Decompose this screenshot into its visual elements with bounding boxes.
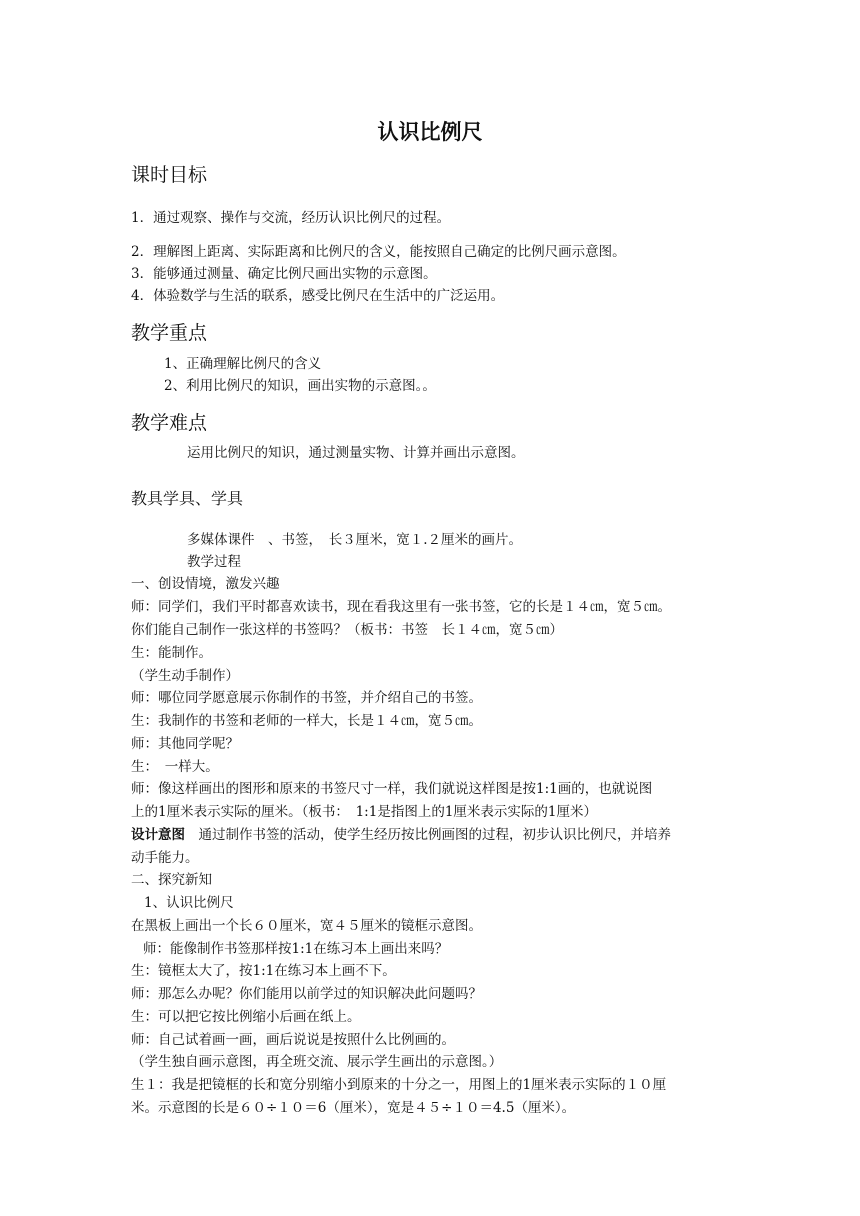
body-line: 师：像这样画出的图形和原来的书签尺寸一样，我们就说这样图是按1:1画的，也就说图 [131, 781, 653, 797]
body-line: 师：哪位同学愿意展示你制作的书签，并介绍自己的书签。 [131, 690, 482, 706]
body-line: 你们能自己制作一张这样的书签吗？（板书：书签 长１４㎝，宽５㎝） [131, 622, 563, 638]
objective-2 [131, 242, 626, 262]
objectives-heading: 课时目标 [131, 164, 208, 186]
process-heading: 教学过程 [187, 554, 241, 570]
body-line: 师：其他同学呢？ [131, 736, 239, 752]
document-title: 认识比例尺 [377, 120, 483, 144]
objective-3 [131, 264, 437, 284]
objective-text: 理解图上距离、实际距离和比例尺的含义，能按照自己确定的比例尺画示意图。 [153, 244, 626, 260]
body-line: 生： 一样大。 [131, 759, 219, 775]
objective-text: 体验数学与生活的联系，感受比例尺在生活中的广泛运用。 [153, 288, 505, 304]
body-line: 师：能像制作书签那样按1:1在练习本上画出来吗？ [143, 941, 449, 957]
body-line: 师：同学们，我们平时都喜欢读书，现在看我这里有一张书签，它的长是１４㎝，宽５㎝。 [131, 599, 671, 615]
key-point-1: 1、正确理解比例尺的含义 [164, 356, 322, 372]
body-line: 二、探究新知 [131, 872, 212, 888]
objective-number: 4． [131, 288, 154, 304]
design-intent-text: 通过制作书签的活动，使学生经历按比例画图的过程，初步认识比例尺，并培养 [198, 827, 671, 843]
body-line: 师：自己试着画一画，画后说说是按照什么比例画的。 [131, 1032, 455, 1048]
objective-text: 能够通过测量、确定比例尺画出实物的示意图。 [153, 266, 437, 282]
body-line: 生：能制作。 [131, 645, 212, 661]
key-point-2: 2、利用比例尺的知识，画出实物的示意图。。 [164, 378, 436, 394]
objective-number: 3． [131, 266, 154, 282]
design-intent-line [131, 825, 671, 845]
body-line: 生：镜框太大了，按1:1在练习本上画不下。 [131, 963, 396, 979]
body-line: 生１：我是把镜框的长和宽分别缩小到原来的十分之一，用图上的1厘米表示实际的１０厘 [131, 1077, 667, 1093]
objective-1 [131, 208, 450, 228]
objective-number: 2． [131, 244, 154, 260]
body-line: （学生独自画示意图，再全班交流、展示学生画出的示意图。） [131, 1054, 503, 1070]
body-line: 一、创设情境，激发兴趣 [131, 576, 280, 592]
design-intent-label: 设计意图 [131, 827, 185, 843]
objective-4 [131, 286, 504, 306]
objective-number: 1． [131, 210, 154, 226]
tools-heading: 教具学具、学具 [131, 489, 244, 508]
difficulty-text: 运用比例尺的知识，通过测量实物、计算并画出示意图。 [187, 445, 525, 461]
body-line: （学生动手制作） [131, 668, 239, 684]
tools-text: 多媒体课件 、书签， 长３厘米，宽１.２厘米的画片。 [187, 532, 523, 548]
body-line: 师：那怎么办呢？你们能用以前学过的知识解决此问题吗？ [131, 986, 482, 1002]
difficulty-heading: 教学难点 [131, 412, 208, 434]
body-line: 米。示意图的长是６０÷１０＝6（厘米），宽是４５÷１０＝4.5（厘米）。 [131, 1100, 576, 1116]
body-line: 生：可以把它按比例缩小后画在纸上。 [131, 1009, 361, 1025]
key-points-heading: 教学重点 [131, 322, 208, 344]
objective-text: 经历认识比例尺的过程。 [301, 210, 451, 226]
body-line: 在黑板上画出一个长６０厘米，宽４５厘米的镜框示意图。 [131, 918, 482, 934]
body-line: 生：我制作的书签和老师的一样大，长是１４㎝，宽５㎝。 [131, 713, 482, 729]
body-line: 上的1厘米表示实际的厘米。（板书： 1:1是指图上的1厘米表示实际的1厘米） [131, 804, 597, 820]
objective-emphasis: 通过观察、操作与交流， [153, 210, 302, 226]
body-line: 1、认识比例尺 [144, 895, 234, 911]
body-line: 动手能力。 [131, 850, 199, 866]
